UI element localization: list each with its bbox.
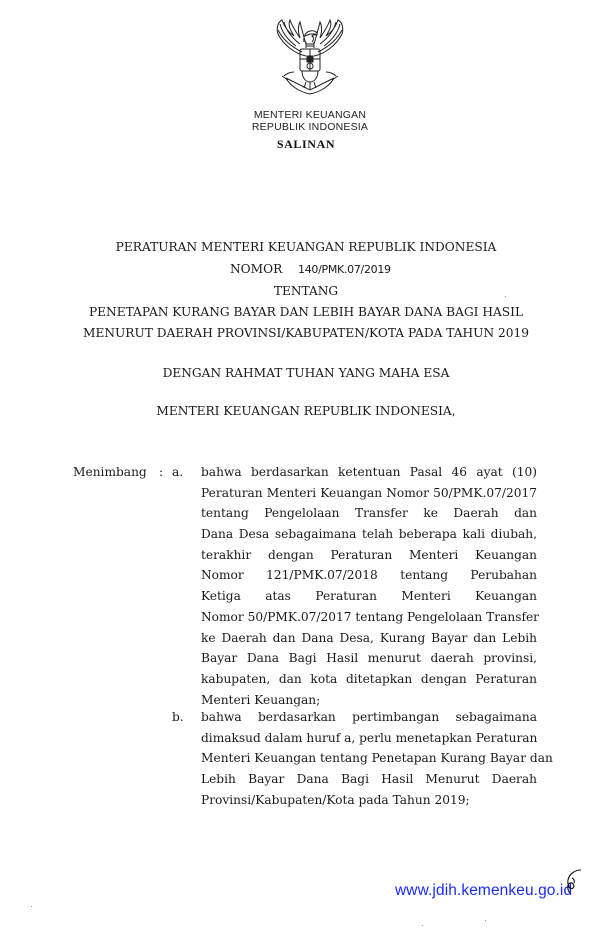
item-b-paragraph [201, 707, 553, 810]
paragraph-line: tentang Pengelolaan Transfer ke Daerah dan [201, 506, 537, 521]
paragraph-line: Menteri Keuangan; [201, 692, 321, 707]
item-a-paragraph [201, 462, 540, 710]
paragraph-line: bahwa berdasarkan ketentuan Pasal 46 ayat (10) [201, 465, 537, 479]
subject-line-1: PENETAPAN KURANG BAYAR DAN LEBIH BAYAR DANA BAGI HASIL [88, 305, 524, 319]
copy-mark: SALINAN [276, 137, 336, 151]
scan-speck [485, 920, 486, 921]
scan-speck [505, 296, 506, 297]
paragraph-line: dimaksud dalam huruf a, perlu menetapkan Peraturan [201, 730, 538, 745]
paragraph-line: Peraturan Menteri Keuangan Nomor 50/PMK.07/2017 [201, 485, 537, 500]
paragraph-line: Dana Desa sebagaimana telah beberapa kali diubah, [201, 527, 537, 542]
paraf-signature-icon [561, 868, 585, 896]
item-b-marker: b. [172, 710, 184, 724]
paragraph-line: kabupaten, dan kota ditetapkan dengan Peraturan [201, 671, 537, 686]
paragraph-line: terakhir dengan Peraturan Menteri Keuangan [201, 547, 537, 562]
subject-line-2: MENURUT DAERAH PROVINSI/KABUPATEN/KOTA PADA TAHUN 2019 [82, 326, 530, 340]
invocation: DENGAN RAHMAT TUHAN YANG MAHA ESA [162, 366, 450, 380]
about-label: TENTANG [273, 284, 339, 298]
paragraph-line: ke Daerah dan Dana Desa, Kurang Bayar dan Lebih [201, 630, 537, 645]
considering-label: Menimbang [73, 465, 147, 479]
item-a-marker: a. [172, 465, 184, 479]
ministry-name-line2: REPUBLIK INDONESIA [251, 121, 369, 133]
number-label: NOMOR [230, 262, 283, 276]
paragraph-line: Lebih Bayar Dana Bagi Hasil Menurut Daerah [201, 772, 537, 787]
jdih-website-link[interactable]: www.jdih.kemenkeu.go.id [395, 882, 573, 899]
paragraph-line: bahwa berdasarkan pertimbangan sebagaimana [201, 710, 537, 724]
scan-speck [422, 925, 423, 926]
regulation-title: PERATURAN MENTERI KEUANGAN REPUBLIK INDONESIA [115, 240, 497, 254]
garuda-emblem-icon [266, 16, 354, 100]
paragraph-line: Provinsi/Kabupaten/Kota pada Tahun 2019; [201, 792, 470, 807]
scan-speck [31, 906, 32, 907]
paragraph-line: Nomor 121/PMK.07/2018 tentang Perubahan [201, 568, 537, 583]
paragraph-line: Nomor 50/PMK.07/2017 tentang Pengelolaan Transfer [201, 609, 540, 624]
paragraph-line: Ketiga atas Peraturan Menteri Keuangan [201, 589, 537, 604]
paragraph-line: Bayar Dana Bagi Hasil menurut daerah provinsi, [201, 651, 537, 666]
issuer: MENTERI KEUANGAN REPUBLIK INDONESIA, [156, 404, 456, 418]
number-value: 140/PMK.07/2019 [298, 263, 391, 276]
ministry-name-line1: MENTERI KEUANGAN [253, 109, 367, 121]
paragraph-line: Menteri Keuangan tentang Penetapan Kurang Bayar dan [201, 751, 553, 766]
considering-colon: : [159, 465, 164, 479]
